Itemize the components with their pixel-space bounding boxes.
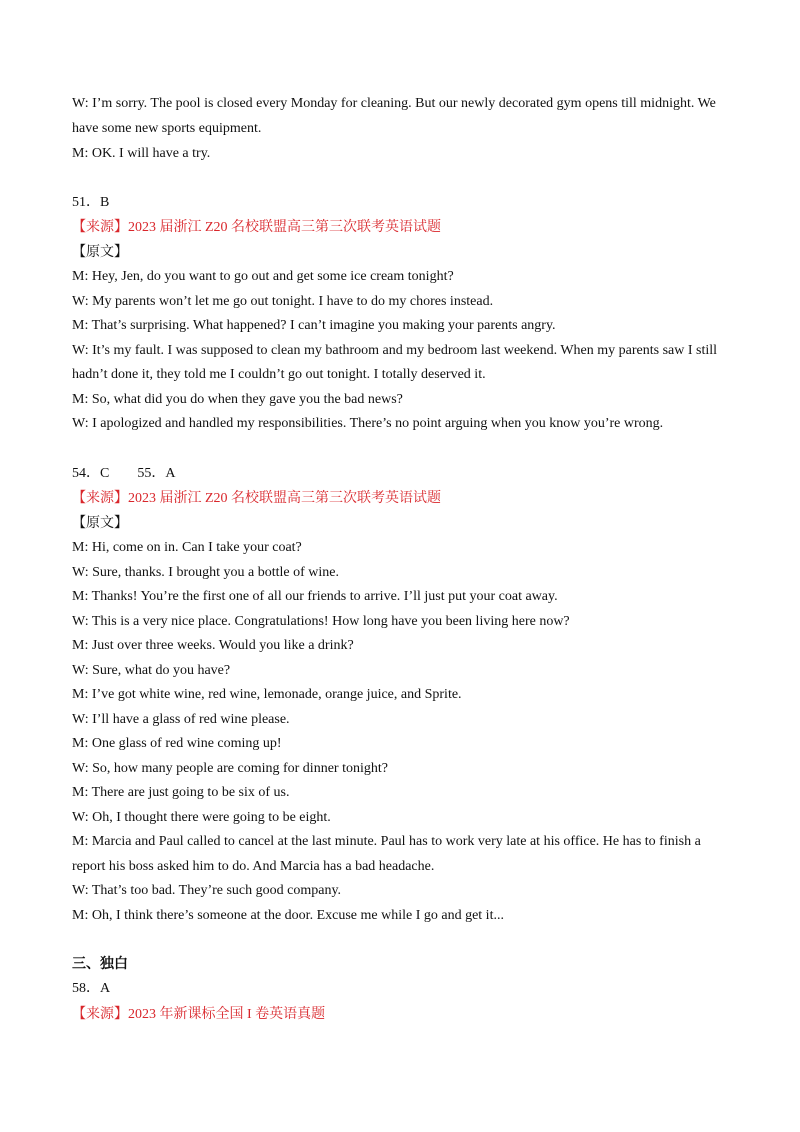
source-label: 【来源】2023 届浙江 Z20 名校联盟高三第三次联考英语试题 <box>72 220 442 235</box>
dialogue-line: M: I’ve got white wine, red wine, lemonade, orange juice, and Sprite. <box>72 687 462 702</box>
source-label: 【来源】2023 年新课标全国 I 卷英语真题 <box>72 1007 326 1022</box>
dialogue-line: M: Thanks! You’re the first one of all our friends to arrive. I’ll just put your coat away. <box>72 589 558 604</box>
answer-51: 51．B <box>72 195 110 210</box>
dialogue-line: have some new sports equipment. <box>72 121 262 136</box>
dialogue-line: M: That’s surprising. What happened? I can’t imagine you making your parents angry. <box>72 318 556 333</box>
dialogue-line: W: Oh, I thought there were going to be eight. <box>72 810 331 825</box>
dialogue-line: W: It’s my fault. I was supposed to clean my bathroom and my bedroom last weekend. When my parents saw I still <box>72 343 718 358</box>
dialogue-line: hadn’t done it, they told me I couldn’t go out tonight. I totally deserved it. <box>72 367 486 382</box>
dialogue-line: M: Hey, Jen, do you want to go out and get some ice cream tonight? <box>72 269 454 284</box>
dialogue-line: report his boss asked him to do. And Marcia has a bad headache. <box>72 859 435 874</box>
dialogue-line: M: Hi, come on in. Can I take your coat? <box>72 540 302 555</box>
dialogue-line: M: Oh, I think there’s someone at the door. Excuse me while I go and get it... <box>72 908 504 923</box>
dialogue-line: M: So, what did you do when they gave you the bad news? <box>72 392 403 407</box>
answer-54-55: 54．C 55．A <box>72 466 176 481</box>
dialogue-line: W: I’m sorry. The pool is closed every Monday for cleaning. But our newly decorated gym opens till midnight. We <box>72 96 716 111</box>
original-text-label: 【原文】 <box>72 516 128 531</box>
dialogue-line: M: There are just going to be six of us. <box>72 785 290 800</box>
dialogue-line: W: This is a very nice place. Congratulations! How long have you been living here now? <box>72 614 570 629</box>
source-label: 【来源】2023 届浙江 Z20 名校联盟高三第三次联考英语试题 <box>72 491 442 506</box>
dialogue-line: W: So, how many people are coming for dinner tonight? <box>72 761 388 776</box>
dialogue-line: M: One glass of red wine coming up! <box>72 736 282 751</box>
dialogue-line: M: Marcia and Paul called to cancel at the last minute. Paul has to work very late at his office. He has to finish a <box>72 834 701 849</box>
dialogue-line: W: That’s too bad. They’re such good company. <box>72 883 342 898</box>
dialogue-line: M: OK. I will have a try. <box>72 146 211 161</box>
section-heading: 三、独白 <box>72 957 128 972</box>
answer-58: 58．A <box>72 981 111 996</box>
original-text-label: 【原文】 <box>72 245 128 260</box>
dialogue-line: W: My parents won’t let me go out tonight. I have to do my chores instead. <box>72 294 494 309</box>
dialogue-line: W: I’ll have a glass of red wine please. <box>72 712 290 727</box>
dialogue-line: M: Just over three weeks. Would you like a drink? <box>72 638 354 653</box>
dialogue-line: W: Sure, what do you have? <box>72 663 231 678</box>
dialogue-line: W: I apologized and handled my responsibilities. There’s no point arguing when you know you’re wrong. <box>72 416 664 431</box>
dialogue-line: W: Sure, thanks. I brought you a bottle of wine. <box>72 565 339 580</box>
